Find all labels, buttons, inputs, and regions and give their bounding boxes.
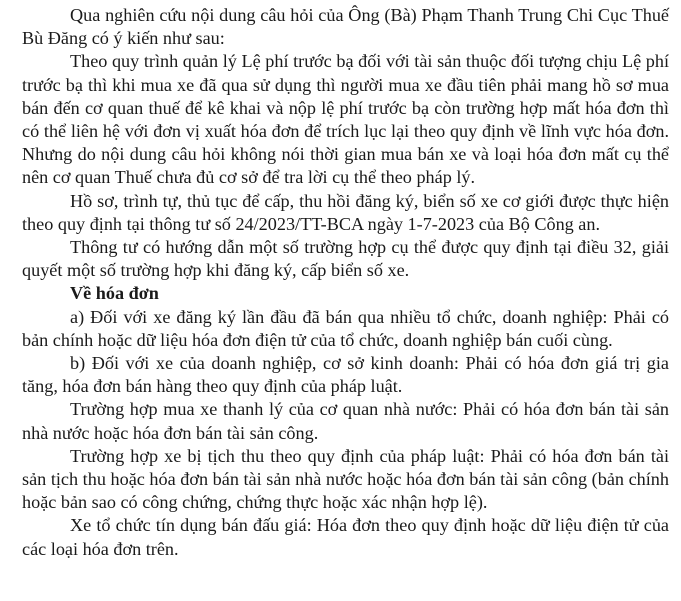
registration-paragraph: Hồ sơ, trình tự, thủ tục để cấp, thu hồi đăng ký, biển số xe cơ giới được thực hiện theo quy định tại thông tư số 24/2023/TT-BCA ngày 1-7-2023 của Bộ Công an. <box>22 190 669 234</box>
intro-paragraph: Qua nghiên cứu nội dung câu hỏi của Ông (Bà) Phạm Thanh Trung Chi Cục Thuế Bù Đăng có ý kiến như sau: <box>22 5 669 49</box>
circular-paragraph: Thông tư có hướng dẫn một số trường hợp cụ thể được quy định tại điều 32, giải quyết một số trường hợp khi đăng ký, cấp biển số xe. <box>22 237 669 281</box>
auction-paragraph: Xe tổ chức tín dụng bán đấu giá: Hóa đơn theo quy định hoặc dữ liệu điện tử của các loại hóa đơn trên. <box>22 515 669 559</box>
item-b-paragraph: b) Đối với xe của doanh nghiệp, cơ sở kinh doanh: Phải có hóa đơn giá trị gia tăng, hóa đơn bán hàng theo quy định của pháp luật. <box>22 353 669 397</box>
invoice-heading: Về hóa đơn <box>70 283 159 304</box>
procedure-paragraph: Theo quy trình quản lý Lệ phí trước bạ đối với tài sản thuộc đối tượng chịu Lệ phí trước bạ thì khi mua xe đã qua sử dụng thì người mua xe đầu tiên phải mang hồ sơ mua bán đến cơ quan thuế để kê khai và nộp lệ phí trước bạ còn trường hợp mất hóa đơn thì có thể liên hệ với đơn vị xuất hóa đơn để trích lục lại theo quy định về lĩnh vực hóa đơn. Nhưng do nội dung câu hỏi không nói thời gian mua bán xe và loại hóa đơn mất cụ thể nên cơ quan Thuế chưa đủ cơ sở để tra lời cụ thể theo pháp lý. <box>22 51 669 188</box>
confiscation-paragraph: Trường hợp xe bị tịch thu theo quy định của pháp luật: Phải có hóa đơn bán tài sản tịch thu hoặc hóa đơn bán tài sản nhà nước hoặc hóa đơn bán tài sản công (bản chính hoặc bản sao có công chứng, chứng thực hoặc xác nhận hợp lệ). <box>22 445 669 513</box>
liquidation-paragraph: Trường hợp mua xe thanh lý của cơ quan nhà nước: Phải có hóa đơn bán tài sản nhà nước hoặc hóa đơn bán tài sản công. <box>22 399 669 443</box>
item-a-paragraph: a) Đối với xe đăng ký lần đầu đã bán qua nhiều tổ chức, doanh nghiệp: Phải có bản chính hoặc dữ liệu hóa đơn điện tử của tổ chức, doanh nghiệp bán cuối cùng. <box>22 306 669 350</box>
